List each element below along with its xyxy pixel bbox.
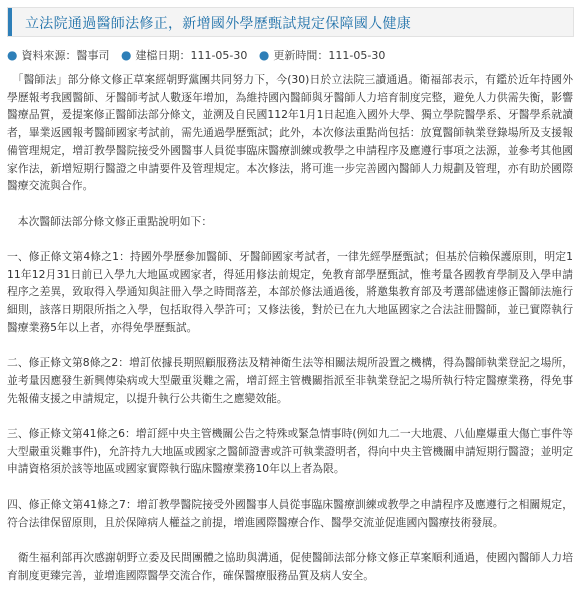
article-title-bar [7, 7, 574, 37]
paragraph-intro: 「醫師法」部分條文修正草案經朝野黨團共同努力下，今(30)日於立法院三讀通過。衛福部表示，有鑑於近年持國外學歷報考我國醫師、牙醫師考試人數逐年增加，為維持國內醫師與牙醫師人力培育制度完整，避免人力供需失衡，影響醫療品質，爰提案修正醫師法部分條文，並溯及自民國112年1月1日起進入國外大學、獨立學院醫學系、牙醫學系就讀者，畢業返國報考醫師國家考試前，需先通過學歷甄試；此外，本次修法重點尚包括：放寬醫師執業登錄場所及支援報備管理規定，增訂教學醫院接受外國醫事人員從事臨床醫療訓練或教學之申請程序及應遵行事項之法源，並參考其他國家作法，新增短期行醫證之申請要件及管理規定。本次修法，將可進一步完善國內醫師人力規劃及管理，亦有助於國際醫療交流與合作。 [7, 73, 573, 193]
paragraph-item-2: 二、修正條文第8條之2：增訂依據長期照顧服務法及精神衛生法等相關法規所設置之機構，得為醫師執業登記之場所，並考量因應發生新興傳染病或大型嚴重災難之需，增訂經主管機關指派至非執業登記之場所執行特定醫療業務，得免事先報備支援之申請規定，以提升執行公共衛生之應變效能。 [7, 356, 573, 405]
paragraph-summary-heading: 本次醫師法部分條文修正重點說明如下： [7, 214, 213, 228]
meta-created-text: 建檔日期：111-05-30 [135, 49, 248, 62]
paragraph-closing: 衛生福利部再次感謝朝野立委及民間團體之協助與溝通，促使醫師法部分條文修正草案順利通過，使國內醫師人力培育制度更臻完善，並增進國際醫學交流合作，確保醫療服務品質及病人安全。 [7, 550, 573, 582]
meta-source [7, 47, 109, 63]
bullet-dot-icon: ● [120, 48, 132, 62]
paragraph-item-4: 四、修正條文第41條之7：增訂教學醫院接受外國醫事人員從事臨床醫療訓練或教學之申請程序及應遵行之相關規定，符合法律保留原則，且於保障病人權益之前提，增進國際醫療合作、醫學交流並促進國內醫療技術發展。 [7, 497, 573, 529]
article-body [7, 71, 573, 584]
page-title: 立法院通過醫師法修正，新增國外學歷甄試規定保障國人健康 [25, 16, 412, 32]
bullet-dot-icon: ● [258, 48, 270, 62]
meta-updated [259, 47, 385, 63]
meta-updated-text: 更新時間：111-05-30 [273, 49, 386, 62]
article-meta [7, 47, 393, 63]
bullet-dot-icon: ● [7, 48, 18, 62]
meta-created [121, 47, 247, 63]
paragraph-item-1: 一、修正條文第4條之1：持國外學歷參加醫師、牙醫師國家考試者，一律先經學歷甄試；但基於信賴保護原則，明定111年12月31日前已入學九大地區或國家者，得延用修法前規定，免教育部學歷甄試，惟考量各國教育學制及入學申請程序之差異，致取得入學通知與註冊入學之時間落差，本部於修法通過後，將邀集教育部及考選部儘速修正醫師法施行細則，該落日期限所指之入學，包括取得入學許可；又修法後，對於已在九大地區國家之合法註冊醫師，並已實際執行醫療業務5年以上者，亦得免學歷甄試。 [7, 250, 573, 334]
paragraph-item-3: 三、修正條文第41條之6：增訂經中央主管機關公告之特殊或緊急情事時(例如九二一大地震、八仙塵爆重大傷亡事件等大型嚴重災難事件)，允許持九大地區或國家之醫師證書或許可執業證明者，得向中央主管機關申請短期行醫證；並明定申請資格須於該等地區或國家實際執行臨床醫療業務10年以上者為限。 [7, 427, 573, 476]
title-accent-bar [8, 8, 12, 36]
meta-source-text: 資料來源：醫事司 [21, 49, 110, 62]
